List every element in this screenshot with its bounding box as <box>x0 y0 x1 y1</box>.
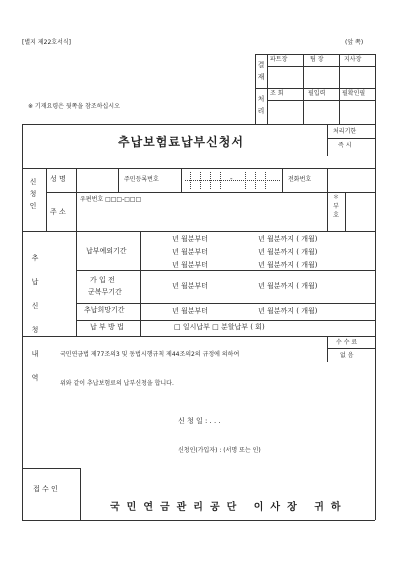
approval-col-input: 필입력 <box>308 90 326 97</box>
approval-col-inquiry: 조 회 <box>270 90 284 97</box>
payment-method-label: 납 부 방 법 <box>90 323 124 331</box>
period-row-5-from: 년 월분부터 <box>172 307 209 315</box>
processing-label: 처리기한 <box>333 128 357 135</box>
form-title: 추납보험료납부신청서 <box>118 135 244 149</box>
period-row-3-to: 년 월분까지 ( 개월) <box>258 261 318 269</box>
approval-row1-label: 결재 <box>257 61 265 81</box>
applicant-section-label: 신청인 <box>29 178 37 210</box>
details-section-label: 추납신청내역 <box>31 254 39 382</box>
rrn-dash: - <box>230 175 233 183</box>
period-row-4-to: 년 월분까지 ( 개월) <box>258 282 318 290</box>
approval-row2-label: 처리 <box>257 95 265 115</box>
footer-addressee: 국민연금관리공단 이사장 귀하 <box>110 502 348 513</box>
period-row-4-from: 년 월분부터 <box>172 282 209 290</box>
hope-period-label: 추납희망기간 <box>84 306 125 314</box>
approval-col-part-lead: 파트장 <box>270 56 288 63</box>
military-label-line2: 군복무기간 <box>88 288 122 296</box>
rrn-label: 주민등록번호 <box>124 176 159 183</box>
phone-label: 전화번호 <box>288 176 312 183</box>
statement-text: 위와 같이 추납보험료의 납부신청을 합니다. <box>60 380 174 387</box>
zip-label: 우편번호 □□□-□□□ <box>80 196 142 203</box>
approval-col-team-lead: 팀 장 <box>310 56 324 63</box>
approval-col-confirm: 필확인필 <box>342 90 366 97</box>
name-label: 성 명 <box>50 175 66 183</box>
application-date: 신 청 일 : . . . <box>178 417 221 425</box>
legal-basis: 국민연금법 제77조의3 및 동법시행규칙 제44조의2의 규정에 의하여 <box>60 351 240 358</box>
form-code: [별지 제22호서식] <box>22 39 71 46</box>
payment-method-options: □ 일시납부 □ 분할납부 ( 회) <box>174 323 265 331</box>
military-label-line1: 가 입 전 <box>90 276 115 284</box>
side-label: (앞 쪽) <box>345 39 364 46</box>
period-row-2-to: 년 월분까지 ( 개월) <box>258 248 318 256</box>
sub-label: ＊부호 <box>332 194 339 219</box>
period-row-1-from: 년 월분부터 <box>172 235 209 243</box>
fee-label: 수 수 료 <box>336 339 358 346</box>
address-label: 주 소 <box>50 208 66 216</box>
approval-col-branch-head: 지사장 <box>344 56 362 63</box>
instruction-note: ※ 기재요령은 뒷쪽을 참조하십시오 <box>28 103 120 110</box>
fee-value: 없 음 <box>340 352 354 359</box>
receipt-label: 접 수 인 <box>33 485 58 493</box>
exception-period-label: 납부예외기간 <box>86 247 127 255</box>
period-row-1-to: 년 월분까지 ( 개월) <box>258 235 318 243</box>
period-row-3-from: 년 월분부터 <box>172 261 209 269</box>
processing-value: 즉 시 <box>338 142 352 149</box>
period-row-5-to: 년 월분까지 ( 개월) <box>258 307 318 315</box>
period-row-2-from: 년 월분부터 <box>172 248 209 256</box>
signer-line: 신청인(가입자) : (서명 또는 인) <box>178 447 261 454</box>
